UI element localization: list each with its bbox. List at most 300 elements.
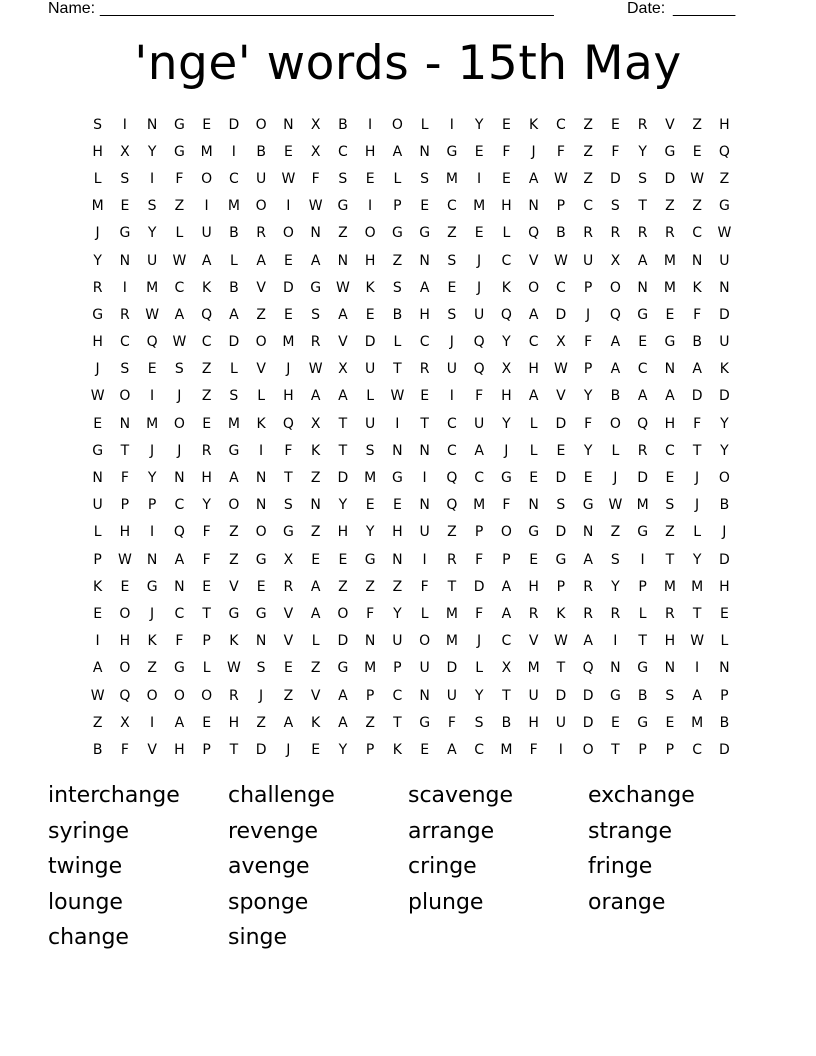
grid-letter: A (229, 470, 239, 487)
grid-letter: E (120, 198, 130, 215)
grid-letter: G (364, 551, 376, 568)
grid-letter: T (393, 361, 402, 378)
grid-letter: R (229, 687, 239, 704)
grid-letter: E (365, 497, 375, 514)
grid-letter: V (229, 578, 239, 595)
grid-letter: E (610, 116, 620, 133)
grid-letter: M (691, 714, 704, 731)
grid-letter: C (419, 334, 430, 351)
grid-letter: C (228, 170, 239, 187)
grid-letter: U (446, 687, 457, 704)
grid-letter: Z (310, 470, 321, 487)
grid-letter: J (449, 334, 454, 351)
grid-letter: E (283, 660, 293, 677)
word-list-item: fringe (588, 854, 653, 880)
grid-letter: Z (201, 361, 212, 378)
grid-letter: J (150, 442, 155, 459)
grid-letter: F (693, 306, 702, 323)
name-blank: ___________________________________________________ (100, 0, 554, 17)
grid-letter: O (419, 633, 431, 650)
grid-letter: H (283, 388, 294, 405)
grid-letter: B (229, 225, 239, 242)
grid-letter: Z (147, 660, 157, 677)
grid-letter: R (92, 279, 103, 296)
grid-letter: E (202, 415, 212, 432)
grid-letter: G (228, 605, 240, 622)
word-list-item: sponge (228, 889, 309, 915)
grid-letter: D (555, 306, 567, 323)
grid-letter: J (531, 143, 536, 160)
grid-letter: D (446, 660, 458, 677)
grid-letter: T (120, 442, 130, 459)
grid-letter: U (474, 415, 485, 432)
grid-letter: R (665, 225, 675, 242)
grid-letter: W (553, 170, 568, 187)
grid-letter: O (201, 170, 213, 187)
grid-letter: O (119, 605, 131, 622)
grid-letter: I (368, 198, 373, 215)
grid-letter: N (637, 279, 648, 296)
grid-letter: G (419, 714, 431, 731)
grid-letter: A (528, 388, 539, 405)
grid-letter: E (311, 551, 321, 568)
grid-letter: S (147, 198, 157, 215)
grid-letter: Q (201, 306, 213, 323)
grid-letter: A (610, 334, 621, 351)
grid-letter: L (420, 605, 429, 622)
grid-letter: G (528, 524, 540, 541)
grid-letter: Z (310, 524, 321, 541)
grid-letter: J (477, 633, 482, 650)
grid-letter: L (229, 252, 238, 269)
grid-letter: O (500, 524, 512, 541)
grid-letter: S (338, 170, 348, 187)
grid-letter: N (119, 415, 131, 432)
grid-letter: N (719, 279, 730, 296)
grid-letter: W (335, 279, 350, 296)
word-list-item: avenge (228, 854, 310, 880)
grid-letter: S (174, 361, 184, 378)
grid-row (84, 682, 738, 709)
grid-letter: I (150, 388, 155, 405)
grid-letter: G (255, 605, 267, 622)
grid-letter: Z (692, 116, 702, 133)
grid-letter: I (422, 470, 427, 487)
grid-letter: P (665, 741, 675, 758)
grid-letter: R (637, 116, 648, 133)
grid-letter: X (556, 334, 566, 351)
grid-letter: T (611, 741, 620, 758)
grid-letter: C (174, 605, 185, 622)
grid-letter: N (146, 551, 158, 568)
grid-letter: N (528, 497, 539, 514)
grid-letter: P (474, 524, 484, 541)
grid-letter: U (474, 306, 485, 323)
grid-letter: D (609, 170, 621, 187)
grid-letter: A (528, 170, 539, 187)
grid-letter: W (690, 170, 705, 187)
grid-letter: D (337, 633, 349, 650)
grid-letter: D (473, 578, 485, 595)
grid-letter: T (420, 415, 429, 432)
grid-letter: C (501, 252, 512, 269)
grid-letter: C (446, 415, 457, 432)
grid-letter: B (256, 143, 266, 160)
grid-letter: E (93, 605, 103, 622)
grid-letter: A (692, 361, 702, 378)
grid-letter: J (150, 605, 155, 622)
grid-letter: S (638, 170, 648, 187)
grid-letter: A (447, 741, 457, 758)
grid-letter: Z (665, 524, 675, 541)
grid-letter: Q (446, 470, 458, 487)
grid-letter: N (419, 143, 430, 160)
grid-letter: F (556, 143, 565, 160)
grid-letter: Y (338, 741, 348, 758)
grid-letter: H (419, 306, 430, 323)
grid-letter: C (528, 334, 539, 351)
grid-letter: S (365, 442, 375, 459)
word-list-item: lounge (48, 889, 123, 915)
grid-letter: Y (147, 143, 157, 160)
grid-letter: M (146, 415, 159, 432)
grid-letter: O (337, 605, 349, 622)
grid-letter: Y (638, 143, 647, 160)
grid-letter: E (665, 714, 675, 731)
grid-letter: H (501, 388, 512, 405)
grid-letter: I (150, 524, 155, 541)
grid-letter: Y (474, 687, 484, 704)
grid-letter: J (695, 470, 700, 487)
word-list-item: interchange (48, 783, 180, 808)
grid-letter: G (310, 279, 322, 296)
grid-letter: B (556, 225, 566, 242)
grid-letter: D (555, 415, 567, 432)
grid-letter: O (173, 415, 185, 432)
grid-letter: O (718, 470, 730, 487)
grid-letter: U (719, 334, 730, 351)
grid-letter: C (446, 442, 457, 459)
grid-letter: G (718, 198, 730, 215)
grid-row (84, 111, 738, 138)
grid-letter: D (637, 470, 649, 487)
grid-letter: K (229, 633, 239, 650)
grid-letter: W (608, 497, 623, 514)
grid-letter: F (584, 334, 593, 351)
grid-letter: O (582, 741, 594, 758)
grid-letter: V (528, 633, 539, 650)
grid-letter: H (92, 143, 103, 160)
grid-letter: E (692, 143, 702, 160)
grid-letter: M (445, 605, 458, 622)
grid-letter: E (529, 551, 539, 568)
grid-letter: P (93, 551, 102, 568)
grid-letter: L (175, 225, 184, 242)
grid-letter: T (284, 470, 293, 487)
grid-letter: T (692, 605, 702, 622)
grid-letter: H (719, 116, 730, 133)
grid-letter: Z (201, 388, 212, 405)
grid-letter: S (93, 116, 103, 133)
grid-letter: M (91, 198, 104, 215)
grid-letter: L (611, 442, 620, 459)
grid-letter: A (338, 388, 348, 405)
grid-letter: F (284, 442, 293, 459)
grid-letter: F (693, 415, 702, 432)
grid-letter: Z (365, 714, 375, 731)
grid-letter: D (718, 741, 730, 758)
grid-letter: E (501, 170, 511, 187)
grid-letter: G (637, 524, 649, 541)
grid-letter: S (447, 306, 457, 323)
word-list-item: cringe (408, 854, 477, 880)
grid-letter: Z (610, 524, 621, 541)
grid-letter: R (120, 306, 130, 323)
grid-letter: O (228, 497, 240, 514)
grid-row (84, 356, 738, 383)
grid-letter: R (583, 605, 593, 622)
grid-letter: D (282, 279, 294, 296)
word-list-item: revenge (228, 818, 319, 844)
grid-letter: H (228, 714, 240, 731)
grid-letter: G (337, 660, 349, 677)
grid-letter: F (366, 605, 375, 622)
grid-letter: G (173, 143, 185, 160)
grid-letter: Q (119, 687, 131, 704)
grid-letter: C (201, 334, 212, 351)
grid-letter: M (663, 578, 676, 595)
grid-letter: H (392, 524, 403, 541)
grid-letter: A (92, 660, 103, 677)
grid-letter: S (610, 198, 620, 215)
grid-letter: F (202, 551, 211, 568)
grid-letter: H (119, 633, 131, 650)
grid-letter: G (146, 578, 158, 595)
grid-letter: R (201, 442, 212, 459)
grid-letter: M (527, 660, 540, 677)
grid-letter: I (395, 415, 400, 432)
grid-letter: G (555, 551, 567, 568)
grid-letter: N (119, 252, 131, 269)
grid-letter: M (500, 741, 513, 758)
grid-letter: K (365, 279, 375, 296)
grid-letter: D (228, 116, 240, 133)
grid-letter: M (636, 497, 649, 514)
grid-letter: D (718, 551, 730, 568)
grid-letter: T (556, 660, 566, 677)
grid-letter: E (256, 578, 266, 595)
grid-letter: F (475, 605, 484, 622)
grid-letter: Z (229, 551, 239, 568)
grid-letter: B (637, 687, 648, 704)
grid-letter: Q (473, 334, 485, 351)
grid-letter: H (528, 578, 539, 595)
grid-letter: N (364, 633, 376, 650)
grid-letter: T (502, 687, 511, 704)
grid-letter: P (147, 497, 157, 514)
grid-letter: Y (147, 470, 157, 487)
grid-row (84, 600, 738, 627)
grid-letter: V (147, 741, 157, 758)
grid-letter: O (119, 660, 131, 677)
grid-letter: T (393, 714, 402, 731)
grid-letter: L (420, 116, 429, 133)
grid-letter: H (501, 198, 512, 215)
grid-letter: V (256, 361, 266, 378)
grid-letter: E (474, 225, 484, 242)
grid-letter: I (558, 741, 563, 758)
grid-letter: R (528, 605, 539, 622)
grid-letter: L (229, 361, 238, 378)
grid-letter: D (255, 741, 267, 758)
grid-letter: B (719, 714, 730, 731)
grid-letter: C (174, 497, 185, 514)
grid-letter: X (338, 361, 348, 378)
grid-letter: N (664, 660, 676, 677)
date-label: Date: (627, 0, 666, 17)
grid-letter: Y (611, 578, 620, 595)
grid-letter: D (555, 524, 567, 541)
grid-letter: F (502, 497, 511, 514)
grid-letter: L (693, 524, 702, 541)
grid-letter: Z (583, 116, 593, 133)
grid-letter: B (229, 279, 239, 296)
grid-letter: X (283, 551, 294, 568)
grid-letter: P (583, 279, 593, 296)
grid-letter: J (504, 442, 509, 459)
grid-letter: G (228, 442, 240, 459)
grid-letter: E (202, 116, 212, 133)
grid-row (84, 437, 738, 464)
grid-letter: C (692, 225, 703, 242)
grid-letter: K (529, 116, 539, 133)
grid-letter: E (474, 143, 484, 160)
grid-letter: G (391, 225, 403, 242)
grid-letter: V (283, 633, 294, 650)
grid-letter: N (610, 660, 621, 677)
grid-letter: Z (392, 578, 403, 595)
grid-letter: N (582, 524, 594, 541)
grid-letter: U (201, 225, 212, 242)
grid-letter: B (501, 714, 512, 731)
grid-letter: J (177, 442, 182, 459)
word-list-item: challenge (228, 783, 335, 808)
grid-letter: O (282, 225, 294, 242)
grid-letter: Q (582, 660, 594, 677)
grid-letter: J (286, 361, 291, 378)
grid-letter: S (665, 497, 675, 514)
grid-letter: K (202, 279, 212, 296)
grid-letter: B (719, 497, 730, 514)
grid-letter: Z (692, 198, 702, 215)
grid-letter: C (583, 198, 594, 215)
grid-letter: R (610, 605, 621, 622)
grid-letter: I (95, 633, 100, 650)
grid-row (84, 138, 738, 165)
grid-letter: A (310, 388, 321, 405)
grid-letter: W (90, 687, 105, 704)
grid-letter: Z (338, 578, 348, 595)
grid-letter: U (256, 170, 267, 187)
grid-letter: O (173, 687, 185, 704)
grid-letter: M (663, 252, 676, 269)
grid-letter: E (283, 143, 293, 160)
grid-letter: W (553, 633, 568, 650)
grid-letter: H (337, 524, 349, 541)
grid-letter: E (665, 306, 675, 323)
word-list-item: syringe (48, 818, 130, 844)
grid-letter: P (720, 687, 729, 704)
grid-row (84, 329, 738, 356)
grid-letter: F (311, 170, 320, 187)
grid-letter: A (692, 687, 702, 704)
grid-row (84, 383, 738, 410)
grid-letter: C (392, 687, 403, 704)
grid-letter: S (474, 714, 484, 731)
grid-letter: G (609, 687, 621, 704)
grid-letter: I (449, 388, 454, 405)
grid-letter: A (174, 551, 185, 568)
grid-letter: R (637, 225, 648, 242)
grid-letter: R (637, 442, 648, 459)
grid-letter: E (283, 306, 293, 323)
grid-letter: U (92, 497, 103, 514)
grid-letter: L (529, 415, 538, 432)
grid-letter: D (664, 170, 676, 187)
grid-letter: A (528, 306, 539, 323)
header (48, 0, 748, 20)
grid-letter: S (283, 497, 293, 514)
grid-letter: F (420, 578, 429, 595)
grid-letter: S (311, 306, 321, 323)
word-list-item: arrange (408, 818, 495, 844)
grid-letter: T (638, 633, 647, 650)
word-list-item: singe (228, 925, 288, 951)
grid-letter: G (391, 470, 403, 487)
grid-letter: X (120, 143, 130, 160)
word-list-item: plunge (408, 889, 484, 915)
name-label: Name: (48, 0, 96, 17)
grid-letter: N (310, 497, 321, 514)
grid-letter: O (255, 524, 267, 541)
word-list-item: scavenge (408, 783, 514, 808)
grid-letter: H (719, 578, 730, 595)
grid-letter: M (663, 279, 676, 296)
grid-letter: I (477, 170, 482, 187)
grid-letter: L (502, 225, 511, 242)
grid-letter: D (718, 306, 730, 323)
grid-letter: U (528, 687, 539, 704)
grid-letter: A (310, 578, 321, 595)
grid-letter: N (174, 470, 185, 487)
grid-letter: A (310, 605, 321, 622)
word-list (48, 778, 768, 956)
grid-letter: N (664, 361, 676, 378)
grid-letter: Z (256, 714, 266, 731)
grid-letter: I (368, 116, 373, 133)
grid-letter: C (555, 116, 566, 133)
grid-letter: E (447, 279, 457, 296)
grid-letter: J (95, 361, 100, 378)
grid-row (84, 464, 738, 491)
grid-letter: T (447, 578, 457, 595)
grid-letter: N (92, 470, 103, 487)
grid-letter: L (475, 660, 484, 677)
grid-letter: K (147, 633, 157, 650)
grid-letter: N (419, 687, 430, 704)
grid-letter: E (420, 741, 430, 758)
grid-letter: L (366, 388, 375, 405)
